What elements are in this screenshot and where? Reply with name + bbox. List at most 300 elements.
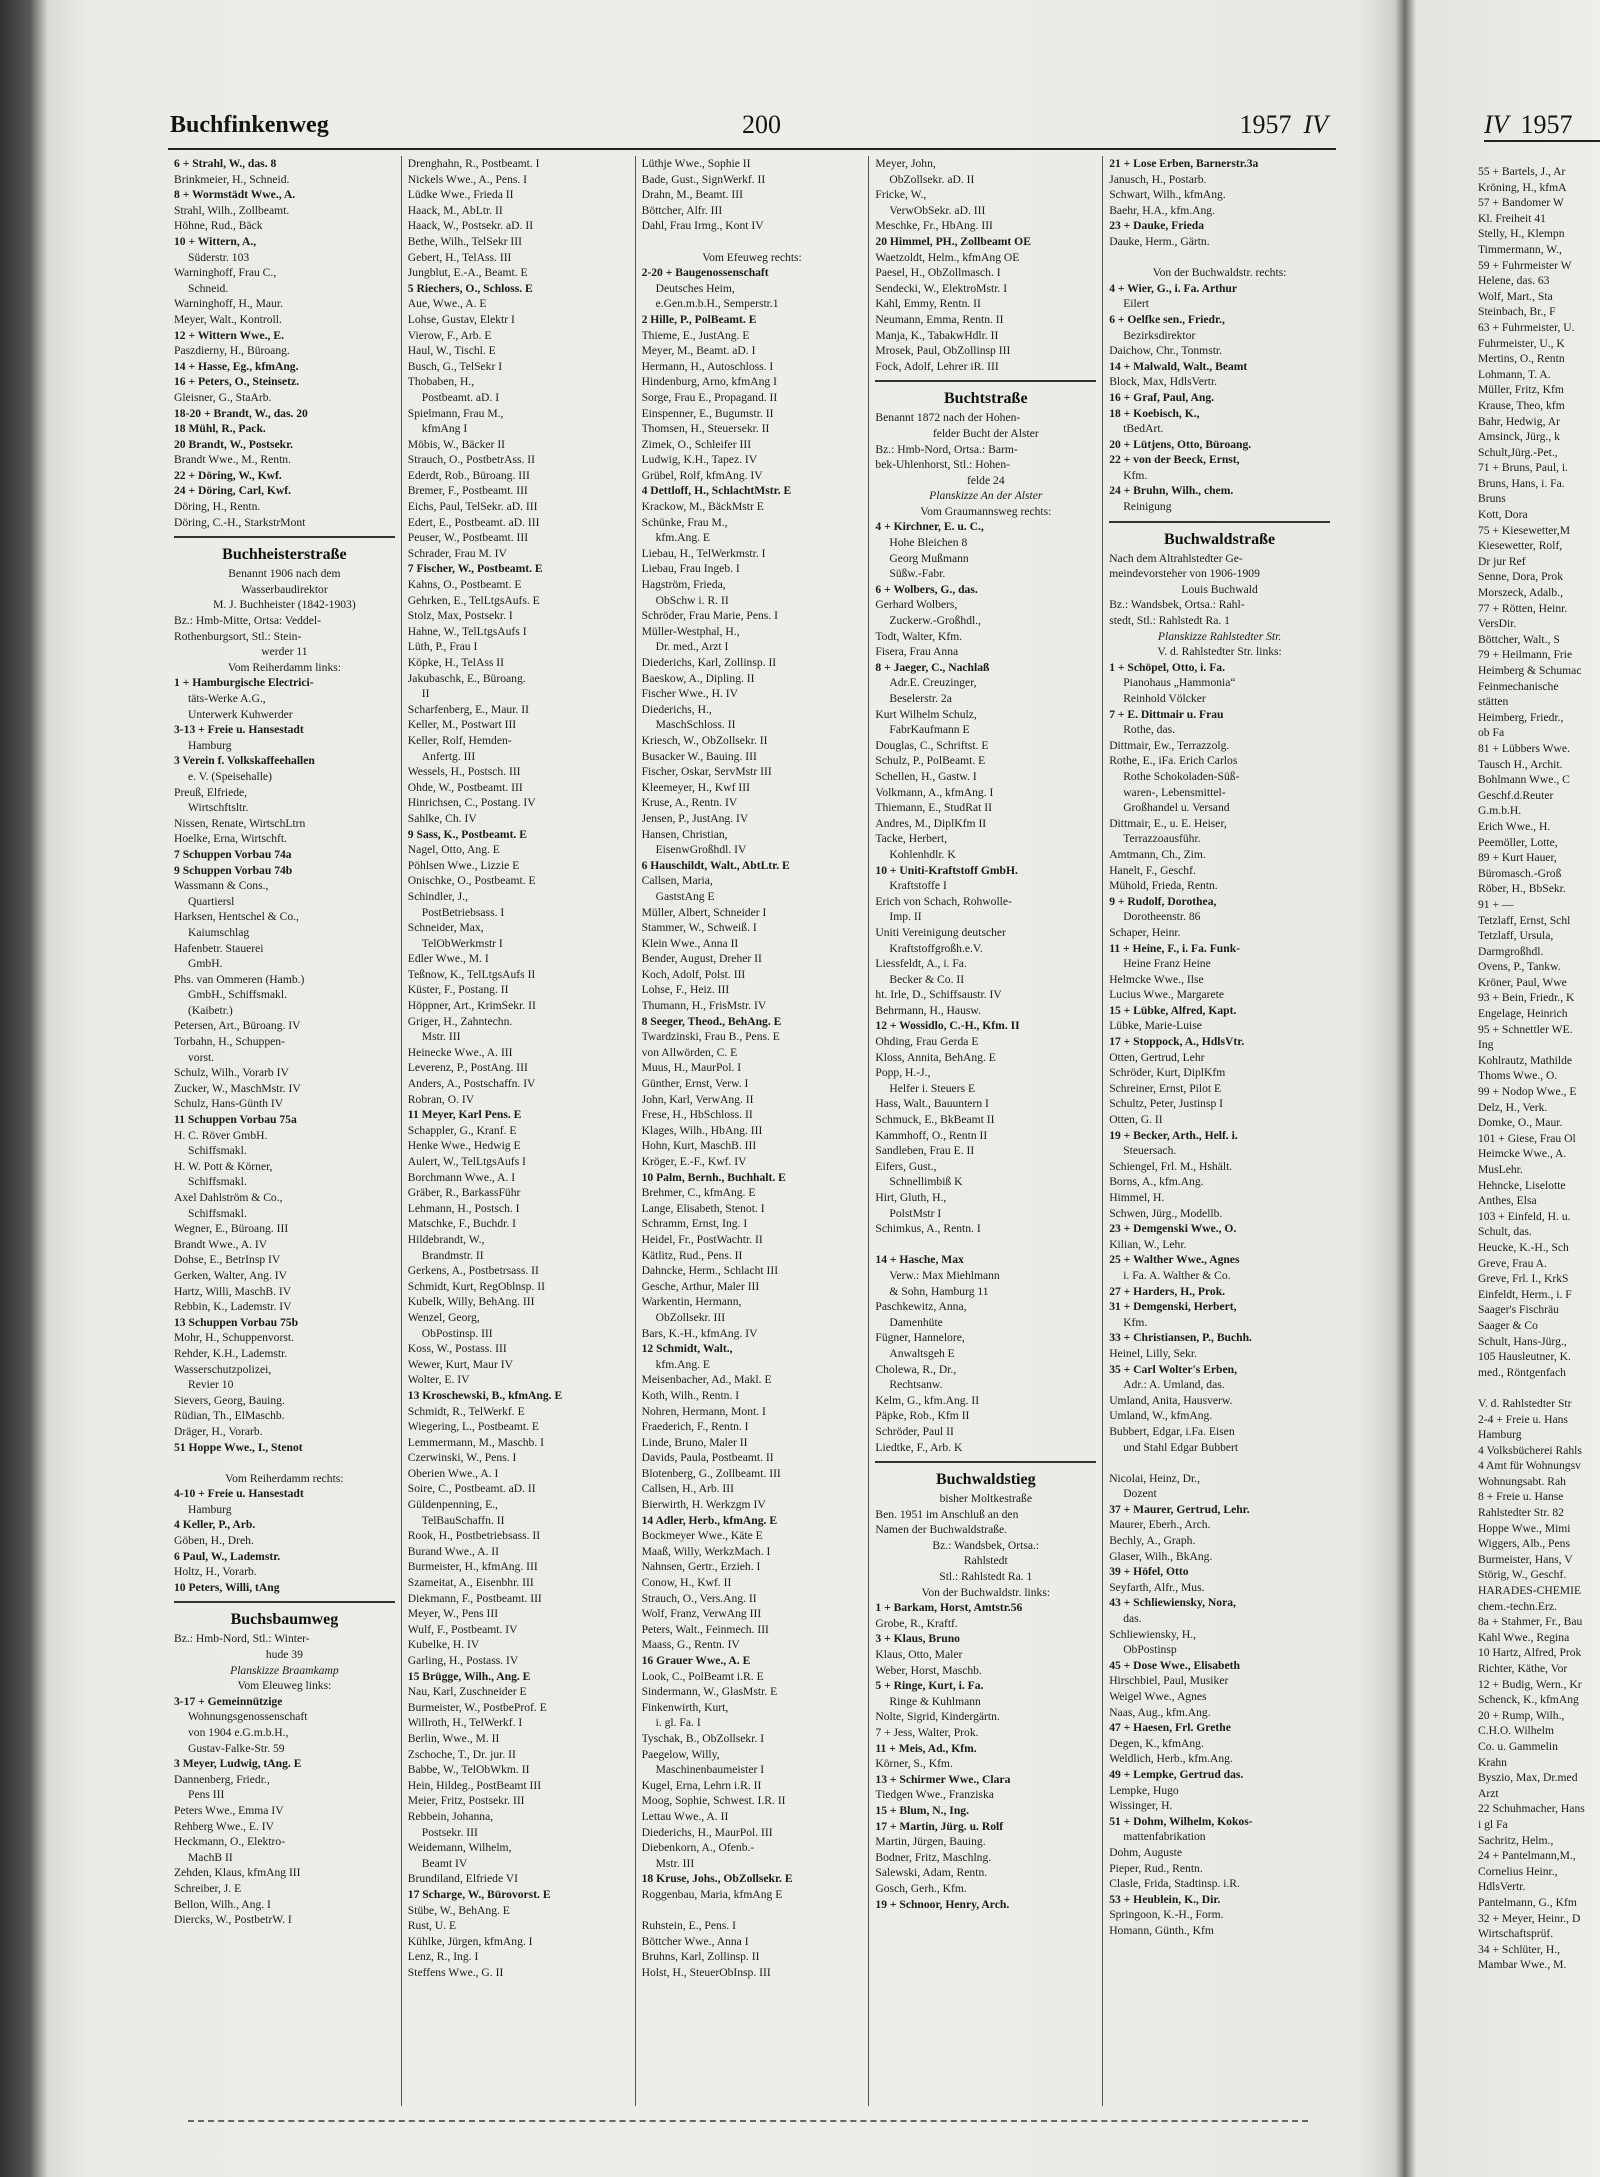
listing-line: kfm.Ang. E — [655, 531, 711, 545]
listing-line: Salewski, Adam, Rentn. — [875, 1866, 988, 1880]
listing-line: Pens III — [188, 1788, 225, 1802]
listing-line: Namen der Buchwaldstraße. — [875, 1523, 1008, 1537]
listing-line: Rebbin, K., Lademstr. IV — [174, 1300, 292, 1314]
listing-line: Degen, K., kfmAng. — [1109, 1736, 1204, 1750]
listing-line: Koss, W., Postass. III — [407, 1342, 507, 1356]
listing-line: Kraftstoffe I — [889, 879, 947, 893]
listing-line: Seyfarth, Alfr., Mus. — [1109, 1580, 1205, 1594]
listing-line: Haack, W., Postsekr. aD. II — [407, 219, 534, 233]
listing-line: 51 Hoppe Wwe., I., Stenot — [174, 1440, 303, 1454]
listing-line: 22 + Döring, W., Kwf. — [174, 468, 282, 482]
listing-line: Wewer, Kurt, Maur IV — [407, 1357, 513, 1371]
listing-line: Steffens Wwe., G. II — [407, 1965, 504, 1979]
listing-line: Edert, E., Postbeamt. aD. III — [407, 515, 540, 529]
listing-line: Hindenburg, Arno, kfmAng I — [641, 375, 777, 389]
listing-line: Roggenbau, Maria, kfmAng E — [641, 1887, 783, 1901]
listing-line: Umland, W., kfmAng. — [1109, 1409, 1213, 1423]
listing-line: V. d. Rahlstedter Str. links: — [1157, 645, 1282, 659]
listing-line: Teßnow, K., TelLtgsAufs II — [407, 967, 536, 981]
listing-line: Strauch, O., Vers.Ang. II — [641, 1591, 757, 1605]
listing-line: Tyschak, B., ObZollsekr. I — [641, 1731, 765, 1745]
next-page-line: Büromasch.-Groß — [1478, 866, 1562, 880]
next-page-line: 34 + Schlüter, H., — [1478, 1942, 1561, 1956]
listing-line: Kfm. — [1123, 468, 1148, 482]
listing-line: Nickels Wwe., A., Pens. I — [407, 172, 528, 186]
listing-line: Helfer i. Steuers E — [889, 1081, 976, 1095]
listing-line: und Stahl Edgar Bubbert — [1123, 1440, 1239, 1454]
listing-line: Drahn, M., Beamt. III — [641, 188, 744, 202]
listing-line: Dannenberg, Friedr., — [174, 1772, 270, 1786]
listing-line: Maaß, Willy, WerkzMach. I — [641, 1544, 771, 1558]
listing-line: Bethe, Wilh., TelSekr III — [407, 234, 523, 248]
next-page-line: Kl. Freiheit 41 — [1478, 211, 1546, 225]
listing-line: Rüdian, Th., ElMaschb. — [174, 1409, 285, 1423]
listing-line: Meisenbacher, Ad., Makl. E — [641, 1373, 772, 1387]
listing-line: Callsen, Maria, — [641, 874, 713, 888]
listing-line: Schiffsmakl. — [188, 1206, 247, 1220]
listing-line: Klages, Wilh., HbAng. III — [641, 1123, 763, 1137]
listing-line: Borns, A., kfm.Ang. — [1109, 1175, 1204, 1189]
listing-line: Koch, Adolf, Polst. III — [641, 967, 746, 981]
listing-line: 5 Riechers, O., Schloss. E — [407, 281, 533, 295]
next-page-line: 10 Hartz, Alfred, Prok — [1478, 1646, 1582, 1660]
listing-line: Gräber, R., BarkassFühr — [407, 1186, 521, 1200]
listing-line: e. V. (Speisehalle) — [188, 769, 272, 783]
next-page-line: HARADES-CHEMIE — [1478, 1584, 1582, 1598]
listing-line: Vierow, F., Arb. E — [407, 328, 492, 342]
listing-line: Kahns, O., Postbeamt. E — [407, 578, 522, 592]
listing-line: Springoon, K.-H., Form. — [1109, 1908, 1224, 1922]
next-page-line: VersDir. — [1478, 617, 1517, 631]
next-page-line: Erich Wwe., H. — [1478, 819, 1551, 833]
listing-line: 11 + Heine, F., i. Fa. Funk- — [1109, 941, 1241, 955]
listing-line: 22 + von der Beeck, Ernst, — [1109, 453, 1240, 467]
listing-line: Nohren, Hermann, Mont. I — [641, 1404, 766, 1418]
listing-line: Müller-Westphal, H., — [641, 624, 740, 638]
listing-line: EisenwGroßhdl. IV — [655, 843, 747, 857]
listing-line: 3 Verein f. Volkskaffeehallen — [174, 754, 315, 768]
listing-line: Maass, G., Rentn. IV — [641, 1638, 740, 1652]
listing-line: Kröger, E.-F., Kwf. IV — [641, 1155, 747, 1168]
listing-line: 16 + Graf, Paul, Ang. — [1109, 390, 1215, 404]
next-page-line: Tausch H., Archit. — [1478, 757, 1563, 771]
listing-line: Bade, Gust., SignWerkf. II — [641, 172, 766, 186]
listing-line: bisher Moltkestraße — [939, 1492, 1032, 1506]
listing-line: vorst. — [188, 1050, 215, 1064]
listing-line: Pöhlsen Wwe., Lizzie E — [407, 858, 520, 872]
listing-line: Mohr, H., Schuppenvorst. — [174, 1331, 294, 1345]
listing-columns — [168, 156, 1336, 2106]
listing-line: Burmeister, W., PostbeProf. E — [407, 1700, 547, 1714]
listing-line: Haul, W., Tischl. E — [407, 344, 496, 358]
listing-line: Torbahn, H., Schuppen- — [174, 1035, 285, 1049]
listing-line: Wassmann & Cons., — [174, 879, 269, 893]
next-page-line: Peemöller, Lotte, — [1478, 835, 1558, 849]
listing-line: Brandt Wwe., A. IV — [174, 1237, 268, 1251]
listing-line: Dauke, Herm., Gärtn. — [1109, 234, 1210, 248]
listing-line: II — [421, 687, 430, 701]
listing-line: Hohn, Kurt, MaschB. III — [641, 1139, 757, 1153]
next-page-line: Wohnungsabt. Rah — [1478, 1474, 1566, 1488]
listing-line: Weldlich, Herb., kfm.Ang. — [1109, 1752, 1233, 1766]
listing-line — [642, 1903, 863, 1919]
listing-line: Popp, H.-J., — [875, 1066, 931, 1080]
listing-line: Janusch, H., Postarb. — [1109, 172, 1207, 186]
next-page-line: 59 + Fuhrmeister W — [1478, 258, 1572, 272]
listing-line: 11 Meyer, Karl Pens. E — [407, 1108, 522, 1122]
listing-line: John, Karl, VerwAng. II — [641, 1092, 754, 1106]
listing-line: Pianohaus „Hammonia“ — [1123, 676, 1236, 690]
listing-line: Fisera, Frau Anna — [875, 645, 959, 659]
next-page-line: Greve, Frau A. — [1478, 1256, 1547, 1270]
listing-line: das. — [1123, 1612, 1142, 1626]
listing-line: Schindler, J., — [407, 889, 468, 903]
next-page-line: 95 + Schnettler WE. — [1478, 1022, 1573, 1036]
listing-line: GmbH. — [188, 957, 223, 971]
listing-line: Fischer, Oskar, ServMstr III — [641, 765, 772, 779]
listing-line: Meier, Fritz, Postsekr. III — [407, 1794, 525, 1808]
next-page-line: Morszeck, Adalb., — [1478, 586, 1563, 600]
listing-line: Schellen, H., Gastw. I — [875, 769, 977, 783]
listing-line: Quartiersl — [188, 894, 235, 908]
listing-line: Becker & Co. II — [889, 972, 965, 986]
listing-line: Lohse, Gustav, Elektr I — [407, 312, 515, 326]
listing-line: 23 + Demgenski Wwe., O. — [1109, 1222, 1237, 1236]
listing-line: Behrmann, H., Hausw. — [875, 1003, 981, 1017]
listing-line: Höhne, Rud., Bäck — [174, 219, 263, 233]
listing-line: 35 + Carl Wolter's Erben, — [1109, 1362, 1237, 1376]
column-2 — [401, 156, 635, 2106]
listing-line: Sorge, Frau E., Propagand. II — [641, 390, 778, 404]
listing-line: 10 Peters, Willi, tAng — [174, 1580, 280, 1594]
listing-line: 8 + Jaeger, C., Nachlaß — [875, 660, 990, 674]
listing-line: Günther, Ernst, Verw. I — [641, 1077, 749, 1091]
listing-line: 14 + Hasse, Eg., kfmAng. — [174, 359, 299, 373]
listing-line: Erich von Schach, Rohwolle- — [875, 894, 1012, 908]
listing-line: Zucker, W., MaschMstr. IV — [174, 1081, 301, 1095]
listing-line: Zehden, Klaus, kfmAng III — [174, 1866, 301, 1880]
next-page-line: Röber, H., BbSekr. — [1478, 882, 1566, 896]
listing-line: Gerkens, A., Postbetrsass. II — [407, 1264, 539, 1278]
listing-line: Adr.: A. Umland, das. — [1123, 1378, 1225, 1392]
next-page-line: Schenck, K., kfmAng — [1478, 1693, 1579, 1707]
listing-line: Diederichs, Karl, Zollinsp. II — [641, 656, 777, 669]
listing-line: mattenfabrikation — [1123, 1830, 1206, 1844]
listing-line: Ringe & Kuhlmann — [889, 1694, 981, 1708]
listing-line: Sievers, Georg, Bauing. — [174, 1393, 285, 1407]
listing-line: Douglas, C., Schriftst. E — [875, 738, 989, 752]
listing-line: 2 Hille, P., PolBeamt. E — [641, 312, 757, 326]
listing-line: Kraftstoffgroßh.e.V. — [889, 941, 983, 955]
listing-line: Hoelke, Erna, Wirtschft. — [174, 832, 287, 846]
listing-line: Umland, Anita, Hausverw. — [1109, 1393, 1233, 1407]
listing-line: 15 + Lübke, Alfred, Kapt. — [1109, 1003, 1237, 1017]
next-page-line: Geschf.d.Reuter — [1478, 788, 1554, 802]
listing-line: Dohm, Auguste — [1109, 1845, 1182, 1859]
listing-line: (Kaibetr.) — [188, 1003, 233, 1017]
listing-line: Eichs, Paul, TelSekr. aD. III — [407, 500, 538, 514]
listing-line: Mühold, Frieda, Rentn. — [1109, 879, 1218, 893]
next-page-line: Heimberg & Schumac — [1478, 664, 1582, 677]
listing-line: kfmAng I — [421, 422, 468, 436]
listing-line: 13 + Schirmer Wwe., Clara — [875, 1772, 1011, 1786]
next-page-line: Rahlstedter Str. 82 — [1478, 1506, 1564, 1520]
listing-line: Liebau, H., TelWerkmstr. I — [641, 546, 766, 560]
listing-line: Lempke, Hugo — [1109, 1783, 1179, 1797]
next-page-line: Burmeister, Hans, V — [1478, 1552, 1573, 1566]
listing-line: MachB II — [188, 1850, 233, 1864]
listing-line: Beselerstr. 2a — [889, 692, 952, 705]
listing-line: Hartz, Willi, MaschB. IV — [174, 1284, 292, 1298]
listing-line: 16 + Peters, O., Steinsetz. — [174, 375, 300, 389]
listing-line: Robran, O. IV — [407, 1092, 475, 1106]
listing-line: Benannt 1872 nach der Hohen- — [875, 411, 1021, 425]
listing-line: 5 + Ringe, Kurt, i. Fa. — [875, 1679, 984, 1693]
listing-line: 47 + Haesen, Frl. Grethe — [1109, 1721, 1231, 1735]
listing-line: Strauch, O., PostbetrAss. II — [407, 453, 535, 467]
listing-line: Peuser, W., Postbeamt. III — [407, 531, 529, 545]
listing-line: Reinhold Völcker — [1123, 692, 1206, 705]
listing-line: tBedArt. — [1123, 422, 1164, 436]
listing-line: Ben. 1951 im Anschluß an den — [875, 1507, 1019, 1521]
listing-line: 10 + Wittern, A., — [174, 234, 257, 248]
listing-line: Schultz, Peter, Justinsp I — [1109, 1097, 1224, 1111]
next-page-line: Byszio, Max, Dr.med — [1478, 1771, 1578, 1785]
listing-line: Gleisner, G., StaArb. — [174, 390, 272, 404]
next-page-line: 22 Schuhmacher, Hans — [1478, 1802, 1585, 1816]
listing-line: Dahncke, Herm., Schlacht III — [641, 1264, 779, 1278]
next-page-line: Kott, Dora — [1478, 508, 1528, 522]
listing-line: Czerwinski, W., Pens. I — [407, 1451, 517, 1465]
listing-line: Küster, F., Postang. II — [407, 983, 509, 997]
listing-line: Fügner, Hannelore, — [875, 1331, 965, 1345]
listing-line: Böttcher Wwe., Anna I — [641, 1934, 749, 1948]
listing-line: Bechly, A., Graph. — [1109, 1534, 1196, 1548]
listing-line: 19 + Becker, Arth., Helf. i. — [1109, 1128, 1238, 1142]
next-page-line: med., Röntgenfach — [1478, 1365, 1566, 1379]
listing-line: Griger, H., Zahntechn. — [407, 1014, 513, 1028]
listing-line: Fricke, W., — [875, 188, 927, 202]
listing-line: Schröder, Paul II — [875, 1424, 954, 1438]
listing-line — [174, 1455, 395, 1471]
listing-line: Reinigung — [1123, 500, 1172, 514]
listing-line: Haack, M., AbLtr. II — [407, 203, 503, 217]
listing-line: Dr. med., Arzt I — [655, 640, 729, 654]
listing-line: täts-Werke A.G., — [188, 692, 266, 705]
listing-line: 1 + Barkam, Horst, Amtstr.56 — [875, 1601, 1023, 1615]
listing-line: Päpke, Rob., Kfm II — [875, 1409, 970, 1423]
listing-line: Planskizze An der Alster — [929, 489, 1043, 503]
listing-line: felde 24 — [966, 473, 1005, 487]
listing-line: Bars, K.-H., kfmAng. IV — [641, 1326, 758, 1340]
listing-line: Frese, H., HbSchloss. II — [641, 1108, 753, 1122]
listing-line: Dittmair, Ew., Terrazzolg. — [1109, 738, 1230, 752]
listing-line: Schröder, Kurt, DiplKfm — [1109, 1066, 1226, 1080]
listing-line: Schünke, Frau M., — [641, 515, 728, 529]
listing-line: Berlin, Wwe., M. II — [407, 1731, 500, 1745]
listing-line: Sindermann, W., GlasMstr. E — [641, 1685, 778, 1699]
next-page-line: Kahl Wwe., Regina — [1478, 1630, 1570, 1644]
listing-line: Gustav-Falke-Str. 59 — [188, 1741, 285, 1755]
listing-line: Zschoche, T., Dr. jur. II — [407, 1747, 516, 1761]
listing-line: Kubelke, H. IV — [407, 1638, 480, 1652]
listing-line: Uniti Vereinigung deutscher — [875, 925, 1006, 939]
listing-line: Fock, Adolf, Lehrer iR. III — [875, 359, 999, 373]
listing-line: Axel Dahlström & Co., — [174, 1191, 283, 1204]
listing-line: Schreiner, Ernst, Pilot E — [1109, 1081, 1222, 1095]
next-page-line: 77 + Rötten, Heinr. — [1478, 601, 1568, 615]
next-page-line: Lohmann, T. A. — [1478, 367, 1551, 381]
listing-line: Fischer Wwe., H. IV — [641, 687, 738, 701]
next-page-line: 105 Hausleutner, K. — [1478, 1350, 1571, 1364]
listing-line: Diederichs, H., MaurPol. III — [641, 1825, 773, 1839]
next-page-line: Tetzlaff, Ursula, — [1478, 929, 1554, 943]
next-page-line: Wiggers, Alb., Pens — [1478, 1537, 1570, 1551]
listing-line: Warkentin, Hermann, — [641, 1295, 742, 1309]
listing-line: Rothe, E., iFa. Erich Carlos — [1109, 754, 1238, 768]
listing-line: 53 + Heublein, K., Dir. — [1109, 1892, 1221, 1906]
listing-line: Höppner, Art., KrimSekr. II — [407, 999, 536, 1013]
listing-line: Bz.: Hmb-Nord, Ortsa.: Barm- — [875, 442, 1018, 456]
listing-line: Eifers, Gust., — [875, 1159, 937, 1173]
listing-line: 25 + Walther Wwe., Agnes — [1109, 1253, 1240, 1267]
next-page-line: Ing — [1478, 1038, 1494, 1052]
listing-line: Meyer, W., Pens III — [407, 1607, 499, 1621]
listing-line: 27 + Harders, H., Prok. — [1109, 1284, 1226, 1298]
listing-line: 37 + Maurer, Gertrud, Lehr. — [1109, 1502, 1250, 1516]
listing-line: Damenhüte — [889, 1315, 943, 1329]
listing-line: 20 Himmel, PH., Zollbeamt OE — [875, 234, 1031, 248]
listing-line: 17 + Martin, Jürg. u. Rolf — [875, 1819, 1004, 1833]
listing-line: 12 + Wossidlo, C.-H., Kfm. II — [875, 1019, 1020, 1033]
listing-line: Burmeister, H., kfmAng. III — [407, 1560, 538, 1574]
listing-line: Großhandel u. Versand — [1123, 801, 1230, 815]
next-page-line: Amsinck, Jürg., k — [1478, 430, 1560, 444]
next-page-line: Müller, Fritz, Kfm — [1478, 383, 1564, 397]
listing-line: Schiengel, Frl. M., Hshält. — [1109, 1159, 1233, 1173]
listing-line: Gesche, Arthur, Maler III — [641, 1279, 760, 1293]
listing-line: Schmuck, E., BkBeamt II — [875, 1113, 995, 1127]
listing-line: Lüthje Wwe., Sophie II — [641, 157, 751, 170]
listing-line: 3 + Klaus, Bruno — [875, 1632, 960, 1646]
listing-line: Schmidt, R., TelWerkf. E — [407, 1404, 525, 1418]
listing-line: Von der Buchwaldstr. links: — [921, 1585, 1051, 1599]
listing-line: Köpke, H., TelAss II — [407, 656, 505, 669]
listing-line: Gosch, Gerh., Kfm. — [875, 1881, 967, 1895]
next-page-line: Engelage, Heinrich — [1478, 1007, 1568, 1021]
listing-line: Amtmann, Ch., Zim. — [1109, 847, 1206, 861]
next-page-line: chem.-techn.Erz. — [1478, 1599, 1557, 1613]
listing-line: Martin, Jürgen, Bauing. — [875, 1835, 986, 1849]
next-page-line: Domke, O., Maur. — [1478, 1116, 1563, 1130]
listing-line: Diekmann, F., Postbeamt. III — [407, 1591, 542, 1605]
listing-line: Look, C., PolBeamt i.R. E — [641, 1669, 764, 1683]
listing-line: Liedtke, F., Arb. K — [875, 1440, 963, 1454]
listing-line: Volkmann, A., kfmAng. I — [875, 785, 994, 799]
next-page-line: Hehncke, Liselotte — [1478, 1178, 1566, 1192]
listing-line: Dohse, E., BetrInsp IV — [174, 1253, 281, 1267]
listing-line: 18 Mühl, R., Pack. — [174, 422, 266, 436]
listing-line: Meyer, John, — [875, 157, 936, 170]
listing-line: Heidel, Fr., PostWachtr. II — [641, 1232, 763, 1246]
listing-line: Grobe, R., Kraftf. — [875, 1616, 958, 1630]
next-page-line: Wirtschaftsprüf. — [1478, 1927, 1554, 1941]
listing-line: Rehberg Wwe., E. IV — [174, 1819, 275, 1833]
listing-line: Strahl, Wilh., Zollbeamt. — [174, 203, 290, 217]
listing-line: Wolter, E. IV — [407, 1373, 470, 1387]
listing-line: Brinkmeier, H., Schneid. — [174, 172, 290, 186]
next-page-line: Hoppe Wwe., Mimi — [1478, 1521, 1571, 1535]
listing-line: 20 Brandt, W., Postsekr. — [174, 437, 294, 451]
listing-line: Anfertg. III — [421, 749, 476, 763]
listing-line: Phs. van Ommeren (Hamb.) — [174, 972, 305, 986]
year-volume: 1957 IV — [1239, 110, 1328, 139]
listing-line: Busacker W., Bauing. III — [641, 749, 757, 763]
listing-line: H. C. Röver GmbH. — [174, 1128, 268, 1142]
listing-line: ObPostinsp. III — [421, 1326, 493, 1340]
listing-line: Moog, Sophie, Schwest. I.R. II — [641, 1794, 786, 1808]
listing-line: Maurer, Eberh., Arch. — [1109, 1518, 1211, 1532]
next-page-line: Kiesewetter, Rolf, — [1478, 539, 1563, 553]
next-page-line: Hamburg — [1478, 1428, 1522, 1442]
listing-line: Waetzoldt, Helm., kfmAng OE — [875, 250, 1020, 264]
listing-line: Szameitat, A., Eisenbhr. III — [407, 1576, 534, 1590]
listing-line: 11 Schuppen Vorbau 75a — [174, 1113, 297, 1127]
listing-line: Lüth, P., Frau I — [407, 640, 478, 654]
listing-line: Otten, G. II — [1109, 1113, 1163, 1127]
listing-line: Stolz, Max, Postsekr. I — [407, 609, 513, 623]
listing-line: Mstr. III — [421, 1030, 461, 1044]
listing-line: Bruhns, Karl, Zollinsp. II — [641, 1950, 760, 1964]
listing-line: Brehmer, C., kfmAng. E — [641, 1186, 756, 1200]
listing-line: Nagel, Otto, Ang. E — [407, 843, 500, 857]
listing-line: 43 + Schliewiensky, Nora, — [1109, 1596, 1236, 1610]
listing-line: Lehmann, H., Postsch. I — [407, 1201, 520, 1215]
listing-line: Schreiber, J. E — [174, 1881, 242, 1895]
listing-line: Jakubaschk, E., Büroang. — [407, 671, 526, 685]
listing-line: H. W. Pott & Körner, — [174, 1159, 273, 1173]
listing-line: Schappler, G., Kranf. E — [407, 1123, 517, 1137]
listing-line: Göben, H., Dreh. — [174, 1534, 254, 1548]
listing-line: werder 11 — [261, 645, 308, 659]
listing-line: Bezirksdirektor — [1123, 328, 1196, 342]
listing-line: ObPostinsp — [1123, 1643, 1177, 1657]
next-page-line: Krahn — [1478, 1755, 1507, 1769]
listing-line: Schneider, Max, — [407, 921, 484, 935]
listing-line: MaschSchloss. II — [655, 718, 736, 732]
listing-line: 4 Keller, P., Arb. — [174, 1518, 256, 1532]
listing-line: 14 + Malwald, Walt., Beamt — [1109, 359, 1248, 373]
listing-line: 9 + Rudolf, Dorothea, — [1109, 894, 1217, 908]
next-page-line: Einfeldt, Herm., i. F — [1478, 1287, 1572, 1301]
listing-line: Rothe Schokoladen-Süß- — [1123, 769, 1240, 783]
next-page-line: Störig, W., Geschf. — [1478, 1568, 1567, 1582]
listing-line: Wasserbaudirektor — [241, 582, 328, 596]
listing-line: Schiffsmakl. — [188, 1144, 247, 1158]
listing-line: 6 + Oelfke sen., Friedr., — [1109, 312, 1225, 326]
next-page-line: Kröning, H., kfmA — [1478, 180, 1567, 194]
next-page-line: 91 + — — [1478, 897, 1514, 911]
next-page-line: Richter, Käthe, Vor — [1478, 1662, 1568, 1675]
listing-line: Thomsen, H., Steuersekr. II — [641, 422, 770, 436]
listing-line: Postbeamt. aD. I — [421, 390, 500, 404]
next-page-line: Darmgroßhdl. — [1478, 944, 1544, 958]
listing-line: Kilian, W., Lehr. — [1109, 1237, 1187, 1251]
listing-line: Eilert — [1123, 297, 1149, 311]
listing-line: Spielmann, Frau M., — [407, 406, 504, 420]
next-page-line: Fuhrmeister, U., K — [1478, 336, 1565, 350]
listing-line: Döring, H., Rentn. — [174, 500, 261, 514]
